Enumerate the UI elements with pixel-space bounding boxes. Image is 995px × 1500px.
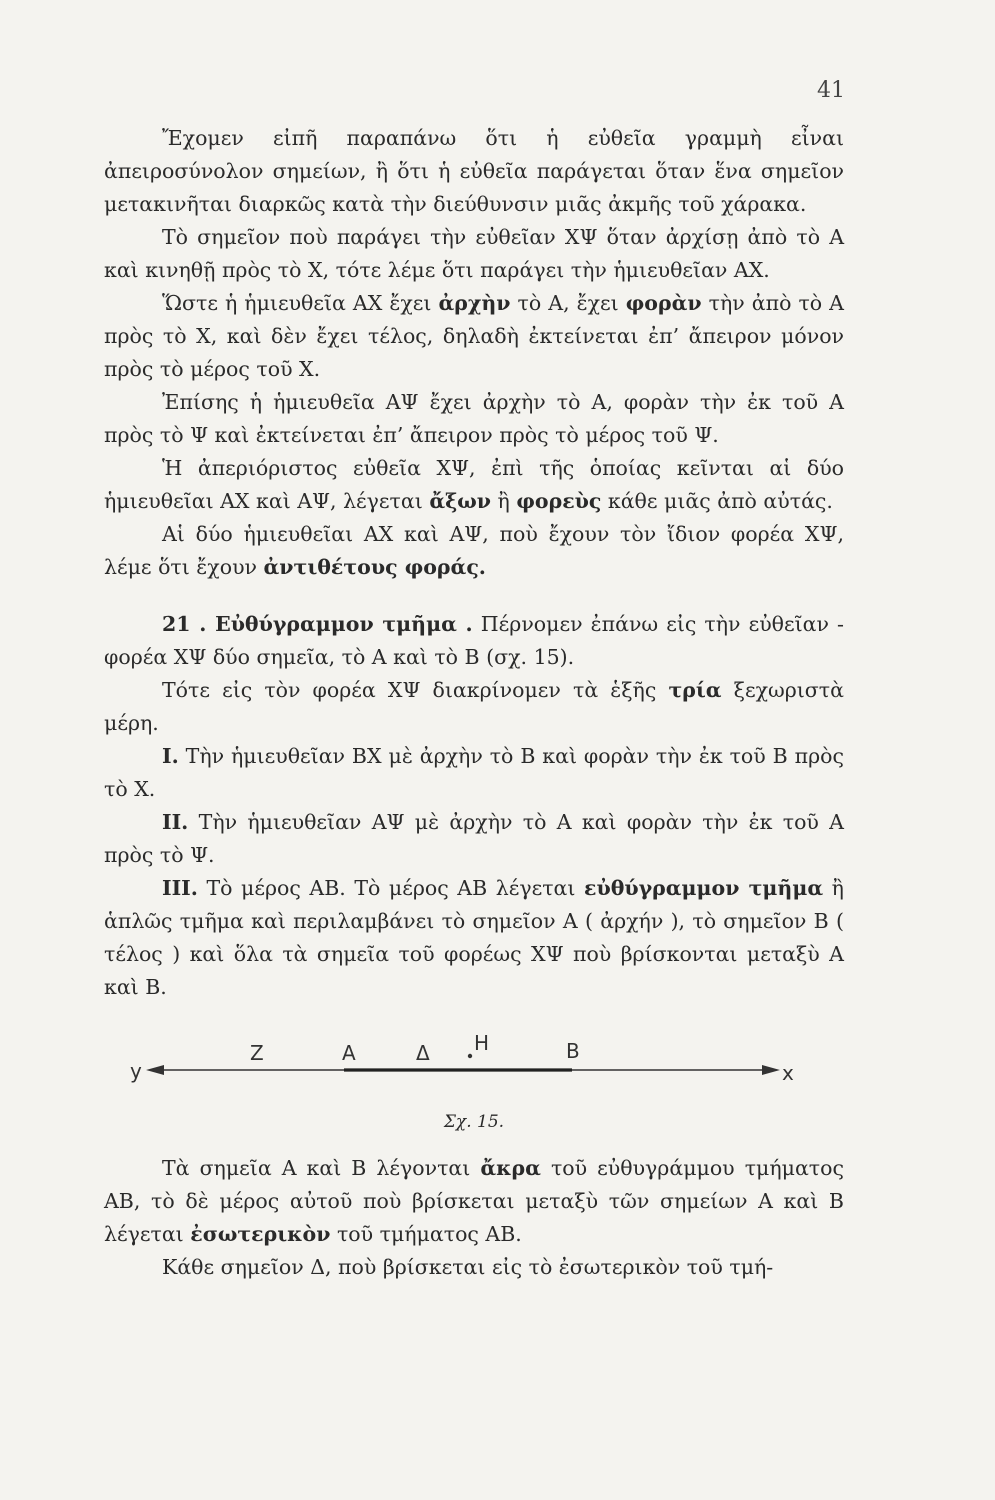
list-item-text: Τὴν ἡμιευθεῖαν ΒΧ μὲ ἀρχὴν τὸ Β καὶ φορὰν τὴν ἐκ τοῦ Β πρὸς τὸ Χ.: [104, 744, 844, 801]
paragraph: [104, 1152, 844, 1251]
point-h-dot: [468, 1054, 472, 1058]
paragraph: [104, 452, 844, 518]
paragraph-text: ξεχωριστὰ μέρη.: [104, 678, 844, 735]
term-bold: φορὰν: [625, 291, 702, 315]
list-item-number: Ι.: [162, 744, 179, 768]
list-item-text: ἢ ἁπλῶς τμῆμα καὶ περιλαμβάνει τὸ σημεῖον Α ( ἀρχήν ), τὸ σημεῖον Β ( τέλος ) καὶ ὅλα τὰ σημεῖα τοῦ φορέως ΧΨ ποὺ βρίσκονται μεταξὺ Α καὶ Β.: [104, 876, 844, 999]
figure-caption: Σχ. 15.: [443, 1112, 505, 1132]
label-b: B: [566, 1039, 580, 1063]
list-item: [104, 872, 844, 1004]
arrow-right-icon: [762, 1065, 780, 1075]
page-body: [104, 122, 844, 1284]
paragraph-text: Ἔχομεν εἰπῆ παραπάνω ὅτι ἡ εὐθεῖα γραμμὴ εἶναι ἀπειροσύνολον σημείων, ἢ ὅτι ἡ εὐθεῖα παράγεται ὅταν ἕνα σημεῖον μετακινῆται διαρκῶς κατὰ τὴν διεύθυνσιν μιᾶς ἀκμῆς τοῦ χάρακα.: [104, 126, 844, 216]
paragraph-text: Ἡ ἀπεριόριστος εὐθεῖα ΧΨ, ἐπὶ τῆς ὁποίας κεῖνται αἱ δύο ἡμιευθεῖαι ΑΧ καὶ ΑΨ, λέγεται: [104, 456, 844, 513]
figure-15: [104, 1022, 844, 1152]
paragraph-text: κάθε μιᾶς ἀπὸ αὐτάς.: [607, 489, 833, 513]
paragraph-text: τοῦ εὐθυγράμμου τμήματος ΑΒ, τὸ δὲ μέρος αὐτοῦ ποὺ βρίσκεται μεταξὺ τῶν σημείων Α καὶ Β λέγεται: [104, 1156, 844, 1246]
label-h: H: [474, 1031, 490, 1055]
term-bold: ἐσωτερικὸν: [190, 1222, 331, 1246]
list-item: [104, 740, 844, 806]
term-bold: ἀντιθέτους φοράς.: [263, 555, 486, 579]
paragraph: [104, 518, 844, 584]
paragraph-text: Ὥστε ἡ ἡμιευθεῖα ΑΧ ἔχει: [162, 291, 432, 315]
paragraph-text: τοῦ τμήματος ΑΒ.: [336, 1222, 522, 1246]
section-heading: 21 . Εὐθύγραμμον τμῆμα .: [162, 612, 473, 636]
paragraph-text: Αἱ δύο ἡμιευθεῖαι ΑΧ καὶ ΑΨ, ποὺ ἔχουν τὸν ἴδιον φορέα ΧΨ, λέμε ὅτι ἔχουν: [104, 522, 844, 579]
term-bold: ἄξων: [429, 489, 491, 513]
paragraph-text: Πέρνομεν ἐπάνω εἰς τὴν εὐθεῖαν - φορέα ΧΨ δύο σημεῖα, τὸ Α καὶ τὸ Β (σχ. 15).: [104, 612, 844, 669]
label-x: x: [782, 1061, 794, 1085]
term-bold: ἀρχὴν: [438, 291, 511, 315]
term-bold: φορεὺς: [516, 489, 602, 513]
paragraph-text: ἢ: [497, 489, 510, 513]
paragraph: [104, 1251, 844, 1284]
list-item-number: ΙΙΙ.: [162, 876, 198, 900]
term-bold: τρία: [668, 678, 722, 702]
paragraph-text: Ἐπίσης ἡ ἡμιευθεῖα ΑΨ ἔχει ἀρχὴν τὸ Α, φορὰν τὴν ἐκ τοῦ Α πρὸς τὸ Ψ καὶ ἐκτείνεται ἐπ’ ἄπειρον πρὸς τὸ μέρος τοῦ Ψ.: [104, 390, 844, 447]
paragraph-text: Τὸ σημεῖον ποὺ παράγει τὴν εὐθεῖαν ΧΨ ὅταν ἀρχίσῃ ἀπὸ τὸ Α καὶ κινηθῇ πρὸς τὸ Χ, τότε λέμε ὅτι παράγει τὴν ἡμιευθεῖαν ΑΧ.: [104, 225, 844, 282]
section-21: [104, 608, 844, 674]
term-bold: εὐθύγραμμον τμῆμα: [584, 876, 824, 900]
list-item-text: Τὸ μέρος ΑΒ. Τὸ μέρος ΑΒ λέγεται: [206, 876, 576, 900]
paragraph-text: τὴν ἀπὸ τὸ Α πρὸς τὸ Χ, καὶ δὲν ἔχει τέλος, δηλαδὴ ἐκτείνεται ἐπ’ ἄπειρον μόνον πρὸς τὸ μέρος τοῦ Χ.: [104, 291, 844, 381]
figure-line-diagram: [104, 1022, 844, 1112]
arrow-left-icon: [146, 1065, 164, 1075]
label-a: A: [342, 1041, 356, 1065]
paragraph: [104, 287, 844, 386]
list-item: [104, 806, 844, 872]
list-item-text: Τὴν ἡμιευθεῖαν ΑΨ μὲ ἀρχὴν τὸ Α καὶ φορὰν τὴν ἐκ τοῦ Α πρὸς τὸ Ψ.: [104, 810, 844, 867]
paragraph-text: Τὰ σημεῖα Α καὶ Β λέγονται: [162, 1156, 471, 1180]
list-item-number: ΙΙ.: [162, 810, 189, 834]
paragraph-text: τὸ Α, ἔχει: [517, 291, 619, 315]
paragraph: [104, 674, 844, 740]
paragraph: [104, 386, 844, 452]
label-y: y: [130, 1059, 142, 1083]
label-delta: Δ: [416, 1041, 430, 1065]
label-z: Z: [250, 1041, 264, 1065]
page-number: 41: [817, 78, 845, 103]
paragraph: [104, 122, 844, 221]
paragraph-text: Τότε εἰς τὸν φορέα ΧΨ διακρίνομεν τὰ ἑξῆς: [162, 678, 657, 702]
paragraph: [104, 221, 844, 287]
term-bold: ἄκρα: [480, 1156, 541, 1180]
paragraph-text: Κάθε σημεῖον Δ, ποὺ βρίσκεται εἰς τὸ ἐσωτερικὸν τοῦ τμή-: [162, 1255, 774, 1279]
